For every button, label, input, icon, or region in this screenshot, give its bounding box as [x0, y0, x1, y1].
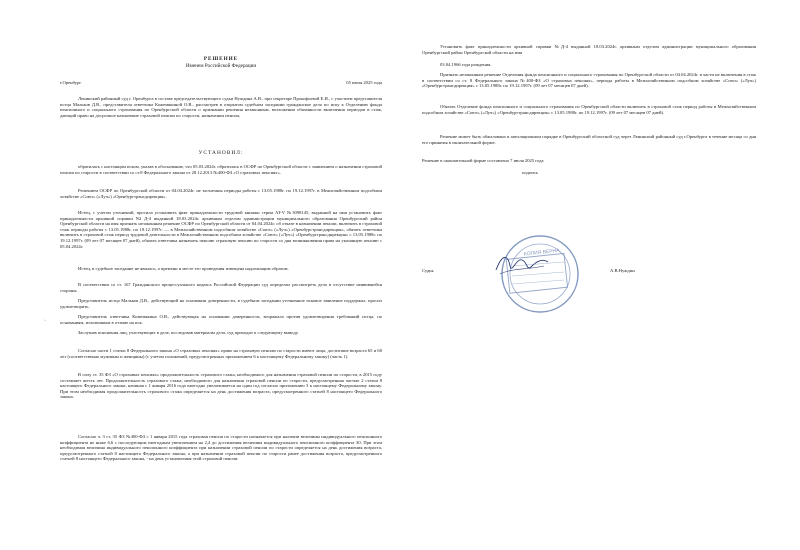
operative-birthdate: 03.04.1966 года рождения. [440, 62, 492, 67]
signature-icon [492, 248, 552, 278]
paragraph-8: Заслушав пояснения лиц, участвующих в деле, исследовав материалы дела, суд приходит к следующему выводу. [78, 330, 299, 335]
paragraph-10: В силу ст. 35 ФЗ «О страховых пенсиях» продолжительность страхового стажа, необходимого для назначения страховой пенсии по старости, в 2015 году составляет шесть лет. Продолжительность страхового стажа, необходимого для назначения страховой пенсии по старости, предусмотренная частью 2 статьи 8 настоящего Федерального закона, начиная с 1 января 2016 года ежегодно увеличивается на один год согласно приложению 3 к настоящему Федеральному закону. При этом необходимая продолжительность страхового стажа определяется на день достижения возраста, предусмотренного статьей 8 настоящего Федерального закона. [60, 372, 382, 400]
paragraph-3: Истец, с учетом уточнений, просила установить факт принадлежности трудовой книжки серии AT-V №3098145, выданной на имя установить факт принадлежности архивной справки N2 Д-4 выданной 18.03.2024г. архивным отделом администрации муниципального образования Оренбургский район Оренбургской области на имя признать незаконным решение ОСФР по Оренбургской области от 04.04.2024г. об отказе в назначении пенсии, включить в страховой стаж периоды работы с 13.05.1988г. по 19.12.1997г. — в Межхозяйственном подсобном хозяйстве «Союз» («Луч») «Оренбургтрансдирекция», обязать ответчика включить в страховой стаж период трудовой деятельности в Межхозяйственном подсобном хозяйстве «Союз» («Луч») «Оренбургтрансдирекция» с 13.05.1988г. по 19.12.1997г. (09 лет 07 месяцев 07 дней), обязать ответчика назначить пенсию страховую пенсию по старости со дня возникновения права на указанную пенсию с 05.04.2024г. [60, 210, 382, 249]
final-form-date: Решение в окончательной форме составлено 7 июля 2025 года [422, 158, 544, 163]
paragraph-11: Согласно ч. 3 ст. 35 ФЗ №400-ФЗ с 1 января 2015 года страховая пенсия по старости назначается при наличии величины индивидуального пенсионного коэффициента не ниже 6,6 с последующим ежегодным увеличением на 2,4 до достижения величины индивидуального пенсионного коэффициента 30. При этом необходимая величина индивидуального пенсионного коэффициента при назначении страховой пенсии по старости определяется на день достижения возраста, предусмотренного статьей 8 настоящего Федерального закона, а при назначении страховой пенсии по старости ранее достижения возраста, предусмотренного статьей 8 настоящего Федерального закона, - на день установления этой страховой пенсии. [60, 434, 382, 462]
document-subtitle: Именем Российской Федерации [185, 63, 257, 69]
established-heading: УСТАНОВИЛ: [198, 150, 244, 156]
judge-name: А.В.Нуждин [610, 268, 635, 273]
left-page [60, 0, 382, 550]
paragraph-5: В соответствии со ст. 167 Гражданского процессуального кодекса Российской Федерации суд определил рассмотреть дело в отсутствие неявившейся стороны. [60, 282, 382, 293]
right-page [422, 0, 756, 550]
judge-row [422, 268, 756, 274]
judge-label: Судья [422, 268, 434, 273]
paragraph-6: Представитель истца Мальков Д.В., действующий на основании доверенности, в судебном заседании уточненное исковое заявление поддержал, просил удовлетворить. [60, 298, 382, 309]
paragraph-7: Представитель ответчика Кожемякина О.В., действующая на основании доверенности, возражала против удовлетворения требований истца, по основаниям, изложенным в отзыве на иск. [60, 314, 382, 325]
intro-paragraph: Ленинский районный суд г. Оренбурга в составе председательствующего судьи Нуждина А.В., при секретаре Прокофьевой Е.И., с участием представителя истца Мальков Д.В., представителя ответчика Кожемякиной О.В., рассмотрев в открытом судебном заседании гражданское дело по иску к Отделению фонда пенсионного и социального страхования по Оренбургской области о признании решения незаконным, возложении обязанности включения периодов в стаж, дающий право на досрочное назначение страховой пенсии по старости, назначении пенсии, [60, 96, 382, 118]
operative-paragraph-1: Установить факт принадлежности архивной справки №Д-4 выданной 18.03.2024г. архивным отделом администрации муниципального образования Оренбургский район Оренбургской области на имя [422, 44, 756, 55]
paragraph-2: Решением ОСФР по Оренбургской области от 04.04.2024г. не засчитаны периоды работы с 13.05.1988г. по 19.12.1997г. в Межхозяйственном подсобном хозяйстве «Союз» («Луч») «Оренбургтрансдирекция». [60, 188, 382, 199]
operative-paragraph-2: Признать незаконным решение Отделения фонда пенсионного и социального страхования по Оренбургской области от 04.04.2024г. в части не включения в стаж в соответствии со ст. 8 Федерального закона №400-ФЗ «О страховых пенсиях», периода работы в Межхозяйственном подсобном хозяйстве «Союз» («Луч») «Оренбургтрансдирекция» с 13.05.1988г. по 19.12.1997г. (09 лет 07 месяцев 07 дней). [422, 72, 756, 89]
city: г.Оренбург [60, 80, 82, 85]
operative-paragraph-4: Решение может быть обжаловано в апелляционном порядке в Оренбургский областной суд через Ленинский районный суд г.Оренбурга в течение месяца со дня его принятия в окончательной форме. [422, 134, 756, 145]
document-title: РЕШЕНИЕ [203, 56, 239, 62]
paragraph-1: обратилась с настоящим иском, указав в обоснование, что 05.03.2024г. обратилась в ОСФР по Оренбургской области с заявлением о назначении страховой пенсии по старости в соответствии со ст.8 Федерального закона от 28.12.2013 №400-ФЗ «О страховых пенсиях». [60, 164, 382, 175]
paragraph-4: Истец, в судебное заседание не явилась, о времени и месте его проведения извещена надлежащим образом. [78, 266, 289, 271]
signature-label: подпись [522, 170, 539, 175]
operative-paragraph-3: Обязать Отделение фонда пенсионного и социального страхования по Оренбургской области включить в страховой стаж период работы в Межхозяйственном подсобном хозяйстве «Союз» («Луч») «Оренбургтрансдирекция» с 13.05.1988г. по 19.12.1997г. (09 лет 07 месяцев 07 дней). [422, 104, 756, 115]
paragraph-9: Согласно части 1 статьи 8 Федерального закона «О страховых пенсиях» право на страховую пенсию по старости имеют лица, достигшие возраста 65 и 60 лет (соответственно мужчины и женщины) (с учетом положений, предусмотренных приложением 6 к настоящему Федеральному закону) (часть 1). [60, 348, 382, 359]
decision-date: 05 июля 2025 года [346, 80, 382, 85]
margin-mark: · [44, 318, 46, 324]
stamp-text: КОПИЯ ВЕРНА [523, 247, 560, 258]
city-date-row [60, 80, 382, 86]
